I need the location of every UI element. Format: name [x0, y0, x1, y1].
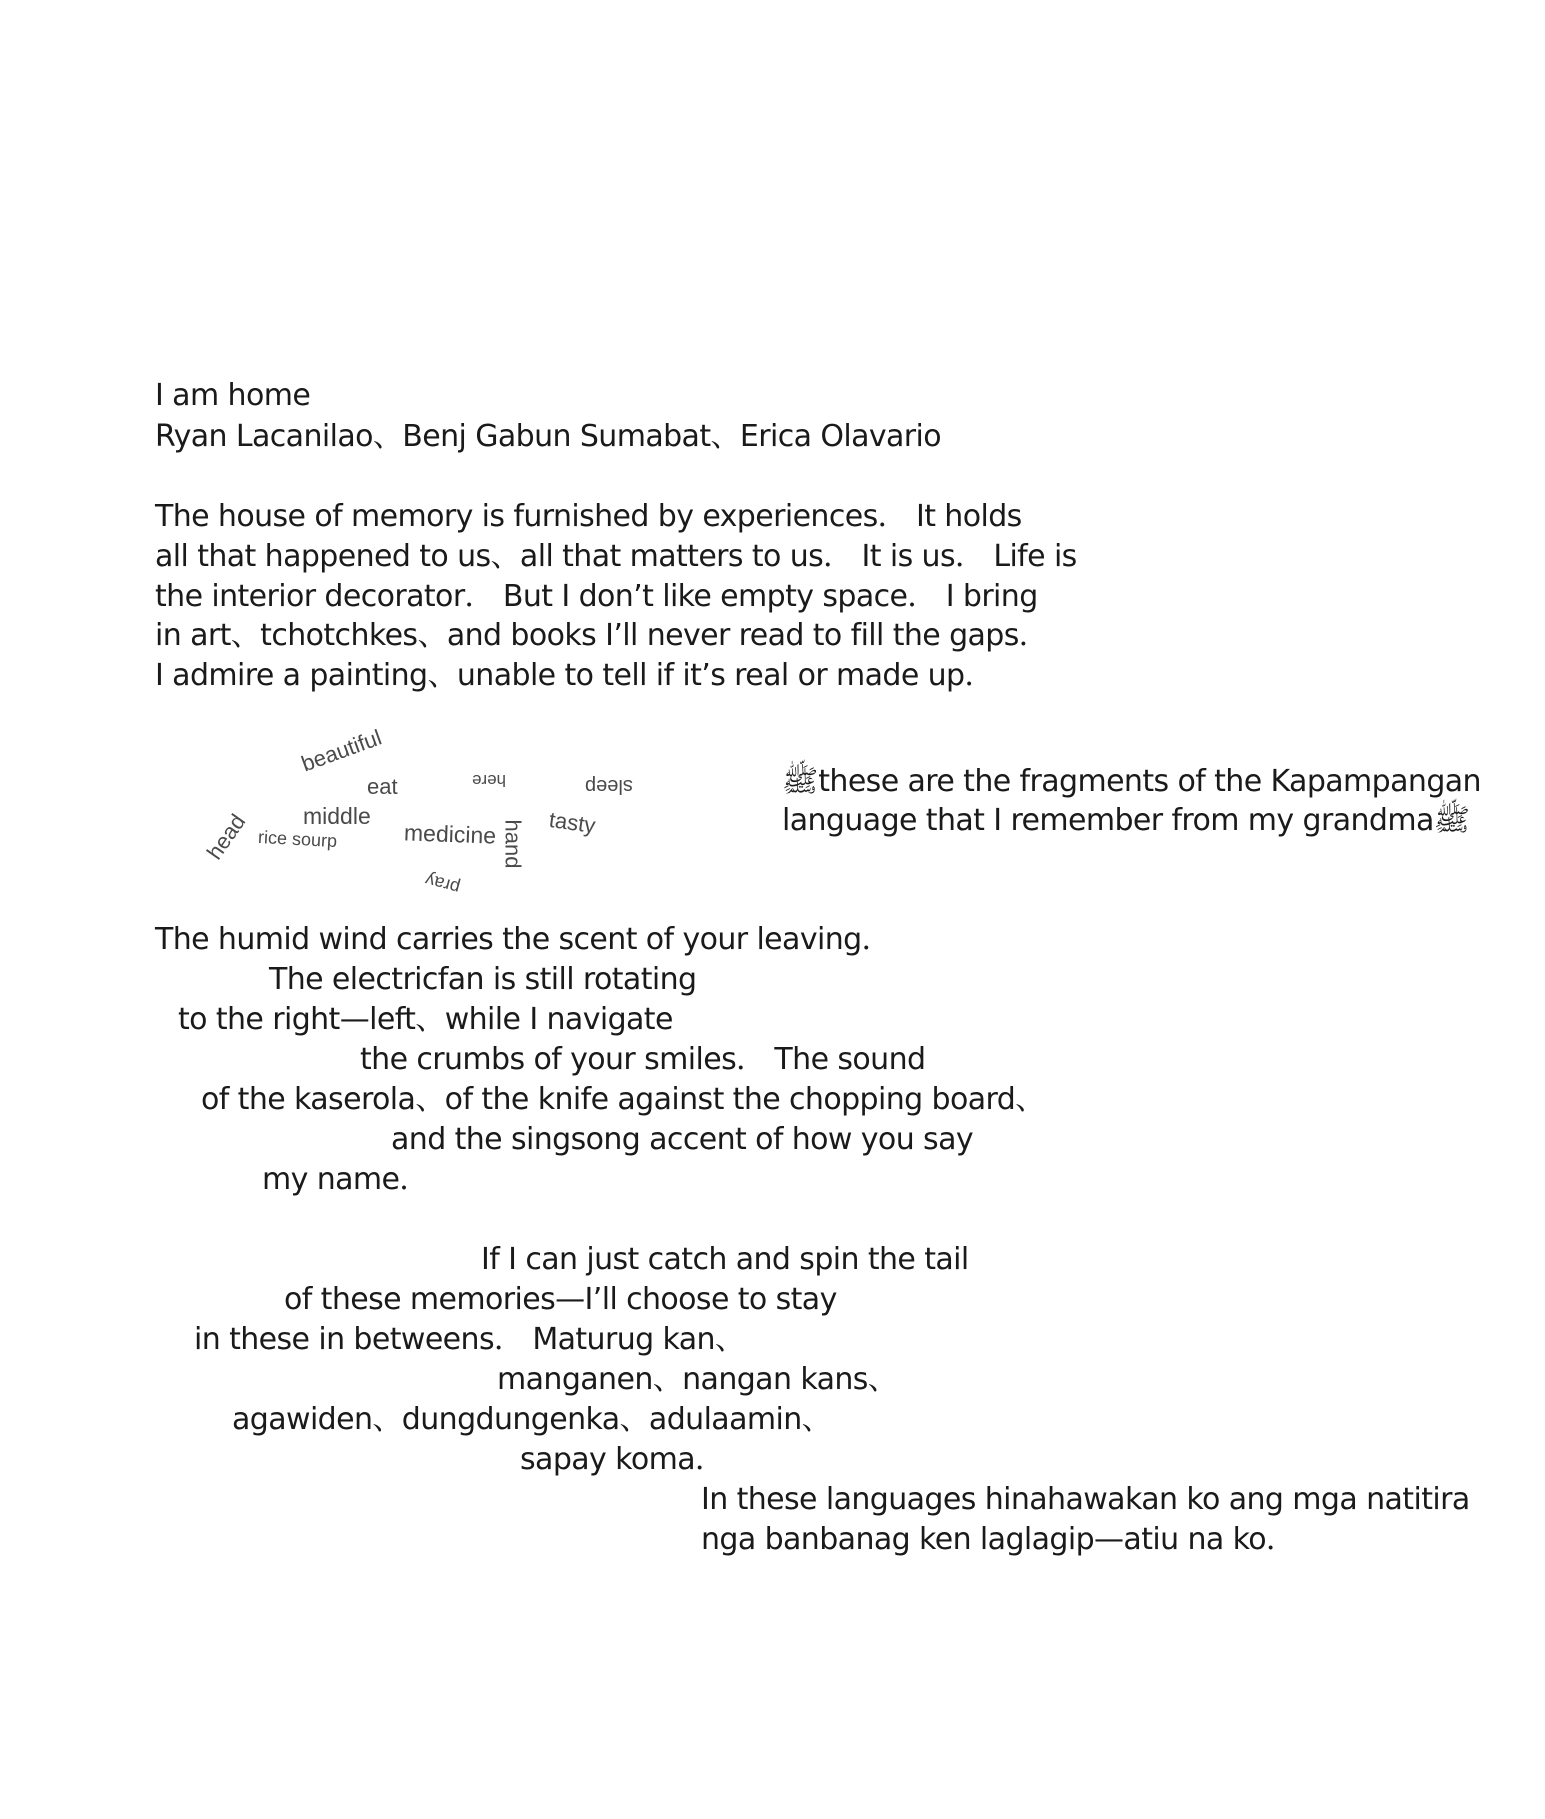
poem-line: In these languages hinahawakan ko ang mga natitira: [701, 1482, 1470, 1517]
cloud-word-rice-sourp: rice sourp: [257, 826, 338, 852]
poem-line: my name．: [262, 1162, 429, 1197]
poem-line: to the right—left、while I navigate: [178, 1002, 673, 1037]
poem-line: the crumbs of your smiles． The sound: [360, 1042, 926, 1077]
poem-line: The electricfan is still rotating: [269, 962, 697, 997]
cloud-word-head: head: [201, 809, 251, 864]
intro-line: all that happened to us、all that matters to us． It is us． Life is: [155, 539, 1077, 574]
cloud-word-eat: eat: [367, 774, 398, 799]
cloud-word-middle: middle: [303, 803, 371, 829]
poem-line: sapay koma．: [520, 1442, 725, 1477]
poem-line: The humid wind carries the scent of your leaving．: [155, 922, 891, 957]
cloud-word-beautiful: beautiful: [298, 724, 385, 777]
poem-line: If I can just catch and spin the tail: [481, 1242, 969, 1277]
caption-line: language that I remember from my grandmaﷺ: [782, 803, 1470, 838]
cloud-word-medicine: medicine: [403, 819, 497, 849]
poem-line: and the singsong accent of how you say: [391, 1122, 974, 1157]
word-cloud-image: [190, 724, 670, 910]
poem-line: agawiden、dungdungenka、adulaamin、: [232, 1402, 832, 1437]
cloud-word-here: here: [472, 771, 507, 790]
cloud-word-tasty: tasty: [547, 806, 598, 839]
cloud-word-pray: pray: [422, 869, 462, 899]
intro-line: I admire a painting、unable to tell if it’s real or made up．: [155, 658, 994, 693]
poem-line: nga banbanag ken laglagip—atiu na ko．: [701, 1522, 1296, 1557]
poem-line: manganen、nangan kans、: [497, 1362, 898, 1397]
intro-line: the interior decorator． But I don’t like empty space． I bring: [155, 579, 1038, 614]
poem-title: I am home: [155, 378, 311, 413]
poem-line: of the kaserola、of the knife against the chopping board、: [201, 1082, 1045, 1117]
intro-line: The house of memory is furnished by experiences． It holds: [155, 499, 1022, 534]
poem-authors: Ryan Lacanilao、Benj Gabun Sumabat、Erica Olavario: [155, 419, 942, 454]
cloud-word-sleep: sleep: [585, 775, 633, 797]
caption-line: ﷺthese are the fragments of the Kapampangan: [782, 764, 1481, 799]
poem-line: in these in betweens． Maturug kan、: [194, 1322, 745, 1357]
intro-line: in art、tchotchkes、and books I’ll never read to fill the gaps．: [155, 618, 1049, 653]
poem-line: of these memories—I’ll choose to stay: [284, 1282, 837, 1317]
cloud-word-hand: hand: [500, 819, 526, 869]
